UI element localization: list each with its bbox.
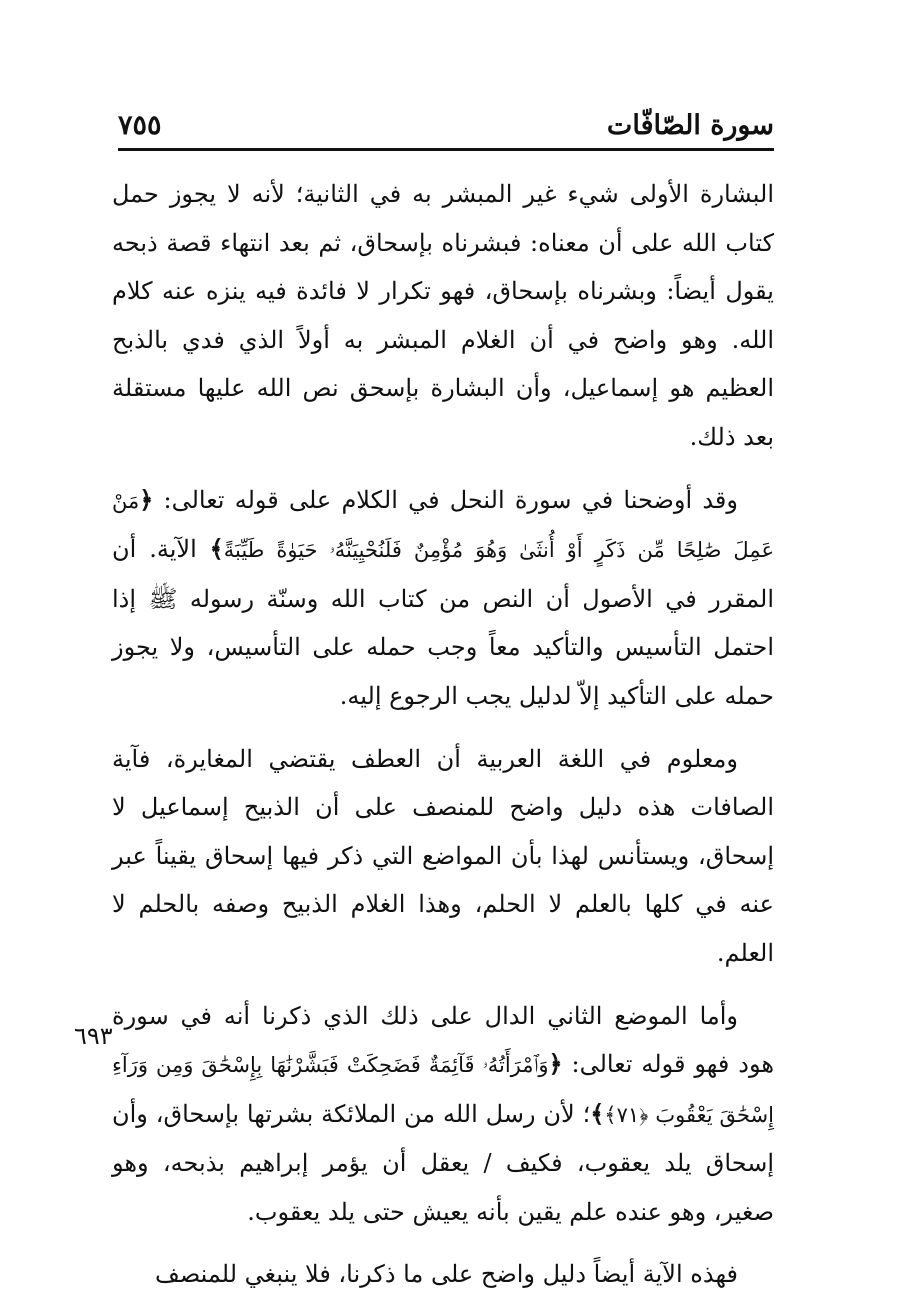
page-number: ٧٥٥ [118, 110, 162, 141]
page-header [118, 108, 774, 151]
paragraph-2 [112, 476, 774, 721]
quran-bracket-close: ﴾ [590, 1098, 605, 1128]
ayah-word: الآية. [149, 535, 197, 564]
paragraph-4-rest: ؛ لأن رسل الله من الملائكة بشرتها بإسحاق، وأن إسحاق يلد يعقوب، فكيف / يعقل أن يؤمر إبراهيم بذبحه، وهو صغير، وهو عنده علم يقين بأنه يعيش حتى يلد يعقوب. [112, 1099, 774, 1226]
page-body [112, 170, 774, 1299]
paragraph-2-intro: وقد أوضحنا في سورة النحل في الكلام على قوله تعالى: [163, 485, 738, 514]
paragraph-1: البشارة الأولى شيء غير المبشر به في الثانية؛ لأنه لا يجوز حمل كتاب الله على أن معناه: فبشرناه بإسحاق، ثم بعد انتهاء قصة ذبحه يقول أيضاً: وبشرناه بإسحاق، فهو تكرار لا فائدة فيه ينزه عنه كلام الله. وهو واضح في أن الغلام المبشر به أولاً الذي فدي بالذبح العظيم هو إسماعيل، وأن البشارة بإسحق نص الله عليها مستقلة بعد ذلك. [112, 180, 775, 451]
quran-bracket-open: ﴿ [139, 484, 154, 514]
surah-title: سورة الصّافّات [606, 110, 774, 141]
quran-bracket-close: ﴾ [209, 534, 224, 564]
paragraph-4-intro: وأما الموضع الثاني الدال على ذلك الذي ذكرنا أنه في سورة هود فهو قوله تعالى: [112, 1001, 774, 1079]
quran-bracket-open: ﴿ [548, 1049, 563, 1079]
paragraph-2-rest: أن المقرر في الأصول أن النص من كتاب الله وسنّة رسوله ﷺ إذا احتمل التأسيس والتأكيد معاً وجب حمله على التأسيس، ولا يجوز حمله على التأكيد إلاّ لدليل يجب الرجوع إليه. [112, 535, 775, 710]
quran-verse-nahl: مَنْ عَمِلَ صَٰلِحًا مِّن ذَكَرٍ أَوْ أُنثَىٰ وَهُوَ مُؤْمِنٌ فَلَنُحْيِيَنَّهُۥ حَيَوٰةً طَيِّبَةً [112, 488, 774, 563]
margin-page-reference: ٦٩٣ [74, 1022, 113, 1050]
paragraph-3: ومعلوم في اللغة العربية أن العطف يقتضي المغايرة، فآية الصافات هذه دليل واضح للمنصف على أن الذبيح إسماعيل لا إسحاق، ويستأنس لهذا بأن المواضع التي ذكر فيها إسحاق يقيناً عبر عنه في كلها بالعلم لا الحلم، وهذا الغلام الذبيح وصفه بالحلم لا العلم. [112, 744, 774, 967]
paragraph-5: فهذه الآية أيضاً دليل واضح على ما ذكرنا، فلا ينبغي للمنصف [154, 1260, 738, 1289]
paragraph-4 [112, 992, 774, 1237]
quran-verse-hud: وَٱمْرَأَتُهُۥ قَآئِمَةٌ فَضَحِكَتْ فَبَشَّرْنَٰهَا بِإِسْحَٰقَ وَمِن وَرَآءِ إِسْحَٰقَ يَعْقُوبَ ﴿٧١﴾ [112, 1053, 774, 1127]
